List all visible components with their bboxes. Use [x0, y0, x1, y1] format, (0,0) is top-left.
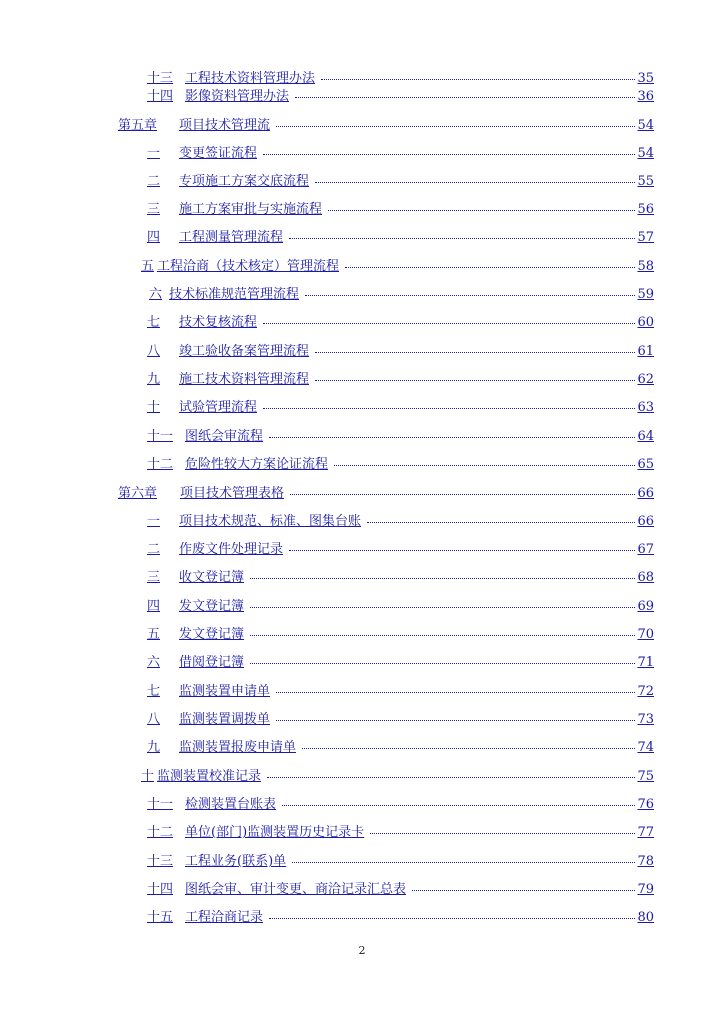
toc-title: 施工方案审批与实施流程	[179, 202, 323, 217]
toc-link[interactable]	[147, 174, 654, 190]
toc-entry[interactable]	[147, 174, 654, 190]
toc-entry[interactable]	[147, 854, 654, 870]
toc-entry[interactable]	[147, 910, 654, 926]
toc-entry[interactable]	[147, 655, 654, 671]
toc-page: 66	[637, 486, 654, 501]
toc-page: 36	[637, 89, 654, 104]
toc-title: 工程业务(联系)单	[185, 854, 287, 869]
dot-leader	[267, 777, 635, 778]
toc-page: 62	[637, 372, 654, 387]
toc-entry[interactable]	[147, 570, 654, 586]
toc-page: 35	[637, 71, 654, 86]
toc-link[interactable]	[118, 486, 654, 502]
dot-leader	[276, 692, 635, 693]
toc-number: 五	[141, 259, 155, 274]
toc-title: 施工技术资料管理流程	[179, 372, 310, 387]
toc-number: 十四	[147, 89, 174, 104]
toc-entry[interactable]	[147, 684, 654, 700]
toc-entry[interactable]	[147, 71, 654, 87]
toc-page: 78	[637, 854, 654, 869]
toc-number: 十三	[147, 71, 174, 86]
toc-link[interactable]	[147, 230, 654, 246]
toc-title: 竣工验收备案管理流程	[179, 344, 310, 359]
dot-leader	[290, 494, 635, 495]
toc-link[interactable]	[147, 400, 654, 416]
toc-entry[interactable]	[118, 486, 654, 502]
toc-title: 监测装置报废申请单	[179, 740, 297, 755]
toc-link[interactable]	[147, 202, 654, 218]
toc-number: 五	[147, 627, 161, 642]
toc-page: 80	[637, 910, 654, 925]
toc-title: 危险性较大方案论证流程	[185, 457, 329, 472]
dot-leader	[315, 352, 635, 353]
toc-title: 影像资料管理办法	[185, 89, 290, 104]
toc-title: 作废文件处理记录	[179, 542, 284, 557]
toc-page: 69	[637, 599, 654, 614]
toc-entry[interactable]	[147, 372, 654, 388]
dot-leader	[412, 890, 635, 891]
toc-entry[interactable]	[118, 118, 654, 134]
toc-link[interactable]	[147, 825, 654, 841]
dot-leader	[367, 522, 635, 523]
dot-leader	[315, 380, 635, 381]
page-number: 2	[358, 944, 366, 957]
toc-title: 专项施工方案交底流程	[179, 174, 310, 189]
toc-link[interactable]	[147, 599, 654, 615]
toc-title: 技术标准规范管理流程	[169, 287, 300, 302]
toc-entry[interactable]	[141, 259, 654, 275]
toc-entry[interactable]	[147, 146, 654, 162]
toc-page: 66	[637, 514, 654, 529]
toc-link[interactable]	[147, 146, 654, 162]
toc-page: 63	[637, 400, 654, 415]
toc-number: 一	[147, 146, 161, 161]
toc-entry[interactable]	[147, 457, 654, 473]
dot-leader	[295, 97, 635, 98]
dot-leader	[370, 833, 635, 834]
dot-leader	[276, 126, 635, 127]
dot-leader	[263, 323, 635, 324]
toc-entry[interactable]	[141, 769, 654, 785]
toc-link[interactable]	[147, 315, 654, 331]
toc-entry[interactable]	[149, 287, 654, 303]
toc-title: 收文登记簿	[179, 570, 245, 585]
toc-number: 十	[147, 400, 161, 415]
dot-leader	[250, 578, 635, 579]
toc-entry[interactable]	[147, 825, 654, 841]
toc-link[interactable]	[147, 89, 654, 105]
toc-number: 一	[147, 514, 161, 529]
toc-number: 六	[149, 287, 163, 302]
toc-link[interactable]	[147, 71, 654, 87]
toc-entry[interactable]	[147, 429, 654, 445]
toc-page: 60	[637, 315, 654, 330]
toc-title: 发文登记簿	[179, 627, 245, 642]
toc-page: 54	[637, 118, 654, 133]
toc-entry[interactable]	[147, 89, 654, 105]
toc-link[interactable]	[147, 882, 654, 898]
toc-entry[interactable]	[147, 542, 654, 558]
toc-entry[interactable]	[147, 712, 654, 728]
toc-entry[interactable]	[147, 230, 654, 246]
toc-entry[interactable]	[147, 740, 654, 756]
toc-page: 76	[637, 797, 654, 812]
toc-entry[interactable]	[147, 400, 654, 416]
toc-title: 项目技术管理流	[179, 118, 271, 133]
toc-number: 十一	[147, 429, 174, 444]
toc-page: 74	[637, 740, 654, 755]
toc-entry[interactable]	[147, 627, 654, 643]
toc-link[interactable]	[147, 797, 654, 813]
toc-title: 图纸会审、审计变更、商洽记录汇总表	[185, 882, 407, 897]
toc-title: 监测装置申请单	[179, 684, 271, 699]
dot-leader	[250, 635, 635, 636]
dot-leader	[328, 210, 635, 211]
dot-leader	[276, 720, 635, 721]
toc-page: 72	[637, 684, 654, 699]
toc-number: 十二	[147, 825, 174, 840]
toc-title: 工程技术资料管理办法	[185, 71, 316, 86]
toc-link[interactable]	[147, 457, 654, 473]
toc-page: 71	[637, 655, 654, 670]
toc-entry[interactable]	[147, 344, 654, 360]
toc-link[interactable]	[147, 542, 654, 558]
toc-number: 二	[147, 174, 161, 189]
toc-page: 68	[637, 570, 654, 585]
toc-link[interactable]	[118, 118, 654, 134]
toc-page: 58	[637, 259, 654, 274]
dot-leader	[269, 918, 635, 919]
dot-leader	[315, 182, 635, 183]
dot-leader	[250, 607, 635, 608]
toc-entry[interactable]	[147, 599, 654, 615]
toc-number: 四	[147, 599, 161, 614]
toc-page: 67	[637, 542, 654, 557]
toc-title: 项目技术管理表格	[180, 486, 285, 501]
toc-link[interactable]	[147, 854, 654, 870]
toc-number: 九	[147, 740, 161, 755]
toc-link[interactable]	[147, 514, 654, 530]
toc-number: 十二	[147, 457, 174, 472]
toc-title: 变更签证流程	[179, 146, 258, 161]
toc-number: 九	[147, 372, 161, 387]
toc-page: 73	[637, 712, 654, 727]
toc-page: 79	[637, 882, 654, 897]
toc-entry[interactable]	[147, 514, 654, 530]
toc-title: 借阅登记簿	[179, 655, 245, 670]
toc-link[interactable]	[141, 259, 654, 275]
toc-page: 61	[637, 344, 654, 359]
toc-number: 六	[147, 655, 161, 670]
toc-link[interactable]	[147, 712, 654, 728]
toc-page: 59	[637, 287, 654, 302]
toc-page: 57	[637, 230, 654, 245]
toc-number: 八	[147, 712, 161, 727]
toc-link[interactable]	[149, 287, 654, 303]
toc-link[interactable]	[147, 740, 654, 756]
toc-page: 65	[637, 457, 654, 472]
toc-number: 二	[147, 542, 161, 557]
toc-link[interactable]	[147, 570, 654, 586]
toc-title: 项目技术规范、标准、图集台账	[179, 514, 362, 529]
dot-leader	[250, 663, 635, 664]
toc-entry[interactable]	[147, 797, 654, 813]
dot-leader	[289, 550, 635, 551]
toc-link[interactable]	[147, 344, 654, 360]
toc-number: 十三	[147, 854, 174, 869]
dot-leader	[269, 437, 635, 438]
toc-link[interactable]	[147, 372, 654, 388]
toc-number: 第六章	[118, 486, 158, 501]
dot-leader	[282, 805, 635, 806]
toc-link[interactable]	[147, 627, 654, 643]
dot-leader	[305, 295, 635, 296]
toc-entry[interactable]	[147, 202, 654, 218]
toc-number: 七	[147, 315, 161, 330]
toc-title: 技术复核流程	[179, 315, 258, 330]
toc-title: 工程测量管理流程	[179, 230, 284, 245]
toc-link[interactable]	[147, 429, 654, 445]
toc-number: 十五	[147, 910, 174, 925]
toc-page: 75	[637, 769, 654, 784]
toc-number: 三	[147, 202, 161, 217]
dot-leader	[321, 79, 635, 80]
toc-page: 54	[637, 146, 654, 161]
dot-leader	[263, 154, 635, 155]
toc-title: 图纸会审流程	[185, 429, 264, 444]
toc-link[interactable]	[147, 655, 654, 671]
toc-link[interactable]	[147, 684, 654, 700]
toc-number: 第五章	[118, 118, 158, 133]
dot-leader	[292, 862, 635, 863]
dot-leader	[334, 465, 635, 466]
toc-entry[interactable]	[147, 882, 654, 898]
toc-number: 十一	[147, 797, 174, 812]
toc-number: 八	[147, 344, 161, 359]
toc-title: 试验管理流程	[179, 400, 258, 415]
toc-entry[interactable]	[147, 315, 654, 331]
toc-title: 发文登记簿	[179, 599, 245, 614]
toc-number: 七	[147, 684, 161, 699]
toc-number: 四	[147, 230, 161, 245]
toc-title: 工程洽商（技术核定）管理流程	[157, 259, 340, 274]
toc-title: 单位(部门)监测装置历史记录卡	[185, 825, 365, 840]
toc-link[interactable]	[147, 910, 654, 926]
dot-leader	[345, 267, 635, 268]
toc-page: 64	[637, 429, 654, 444]
toc-page: 70	[637, 627, 654, 642]
toc-title: 检测装置台账表	[185, 797, 277, 812]
toc-page: 56	[637, 202, 654, 217]
toc-title: 监测装置校准记录	[157, 769, 262, 784]
toc-number: 十	[141, 769, 155, 784]
dot-leader	[289, 238, 635, 239]
dot-leader	[302, 748, 635, 749]
toc-title: 工程洽商记录	[185, 910, 264, 925]
toc-page: 55	[637, 174, 654, 189]
toc-link[interactable]	[141, 769, 654, 785]
toc-number: 十四	[147, 882, 174, 897]
dot-leader	[263, 408, 635, 409]
toc-page: 77	[637, 825, 654, 840]
toc-number: 三	[147, 570, 161, 585]
toc-title: 监测装置调拨单	[179, 712, 271, 727]
